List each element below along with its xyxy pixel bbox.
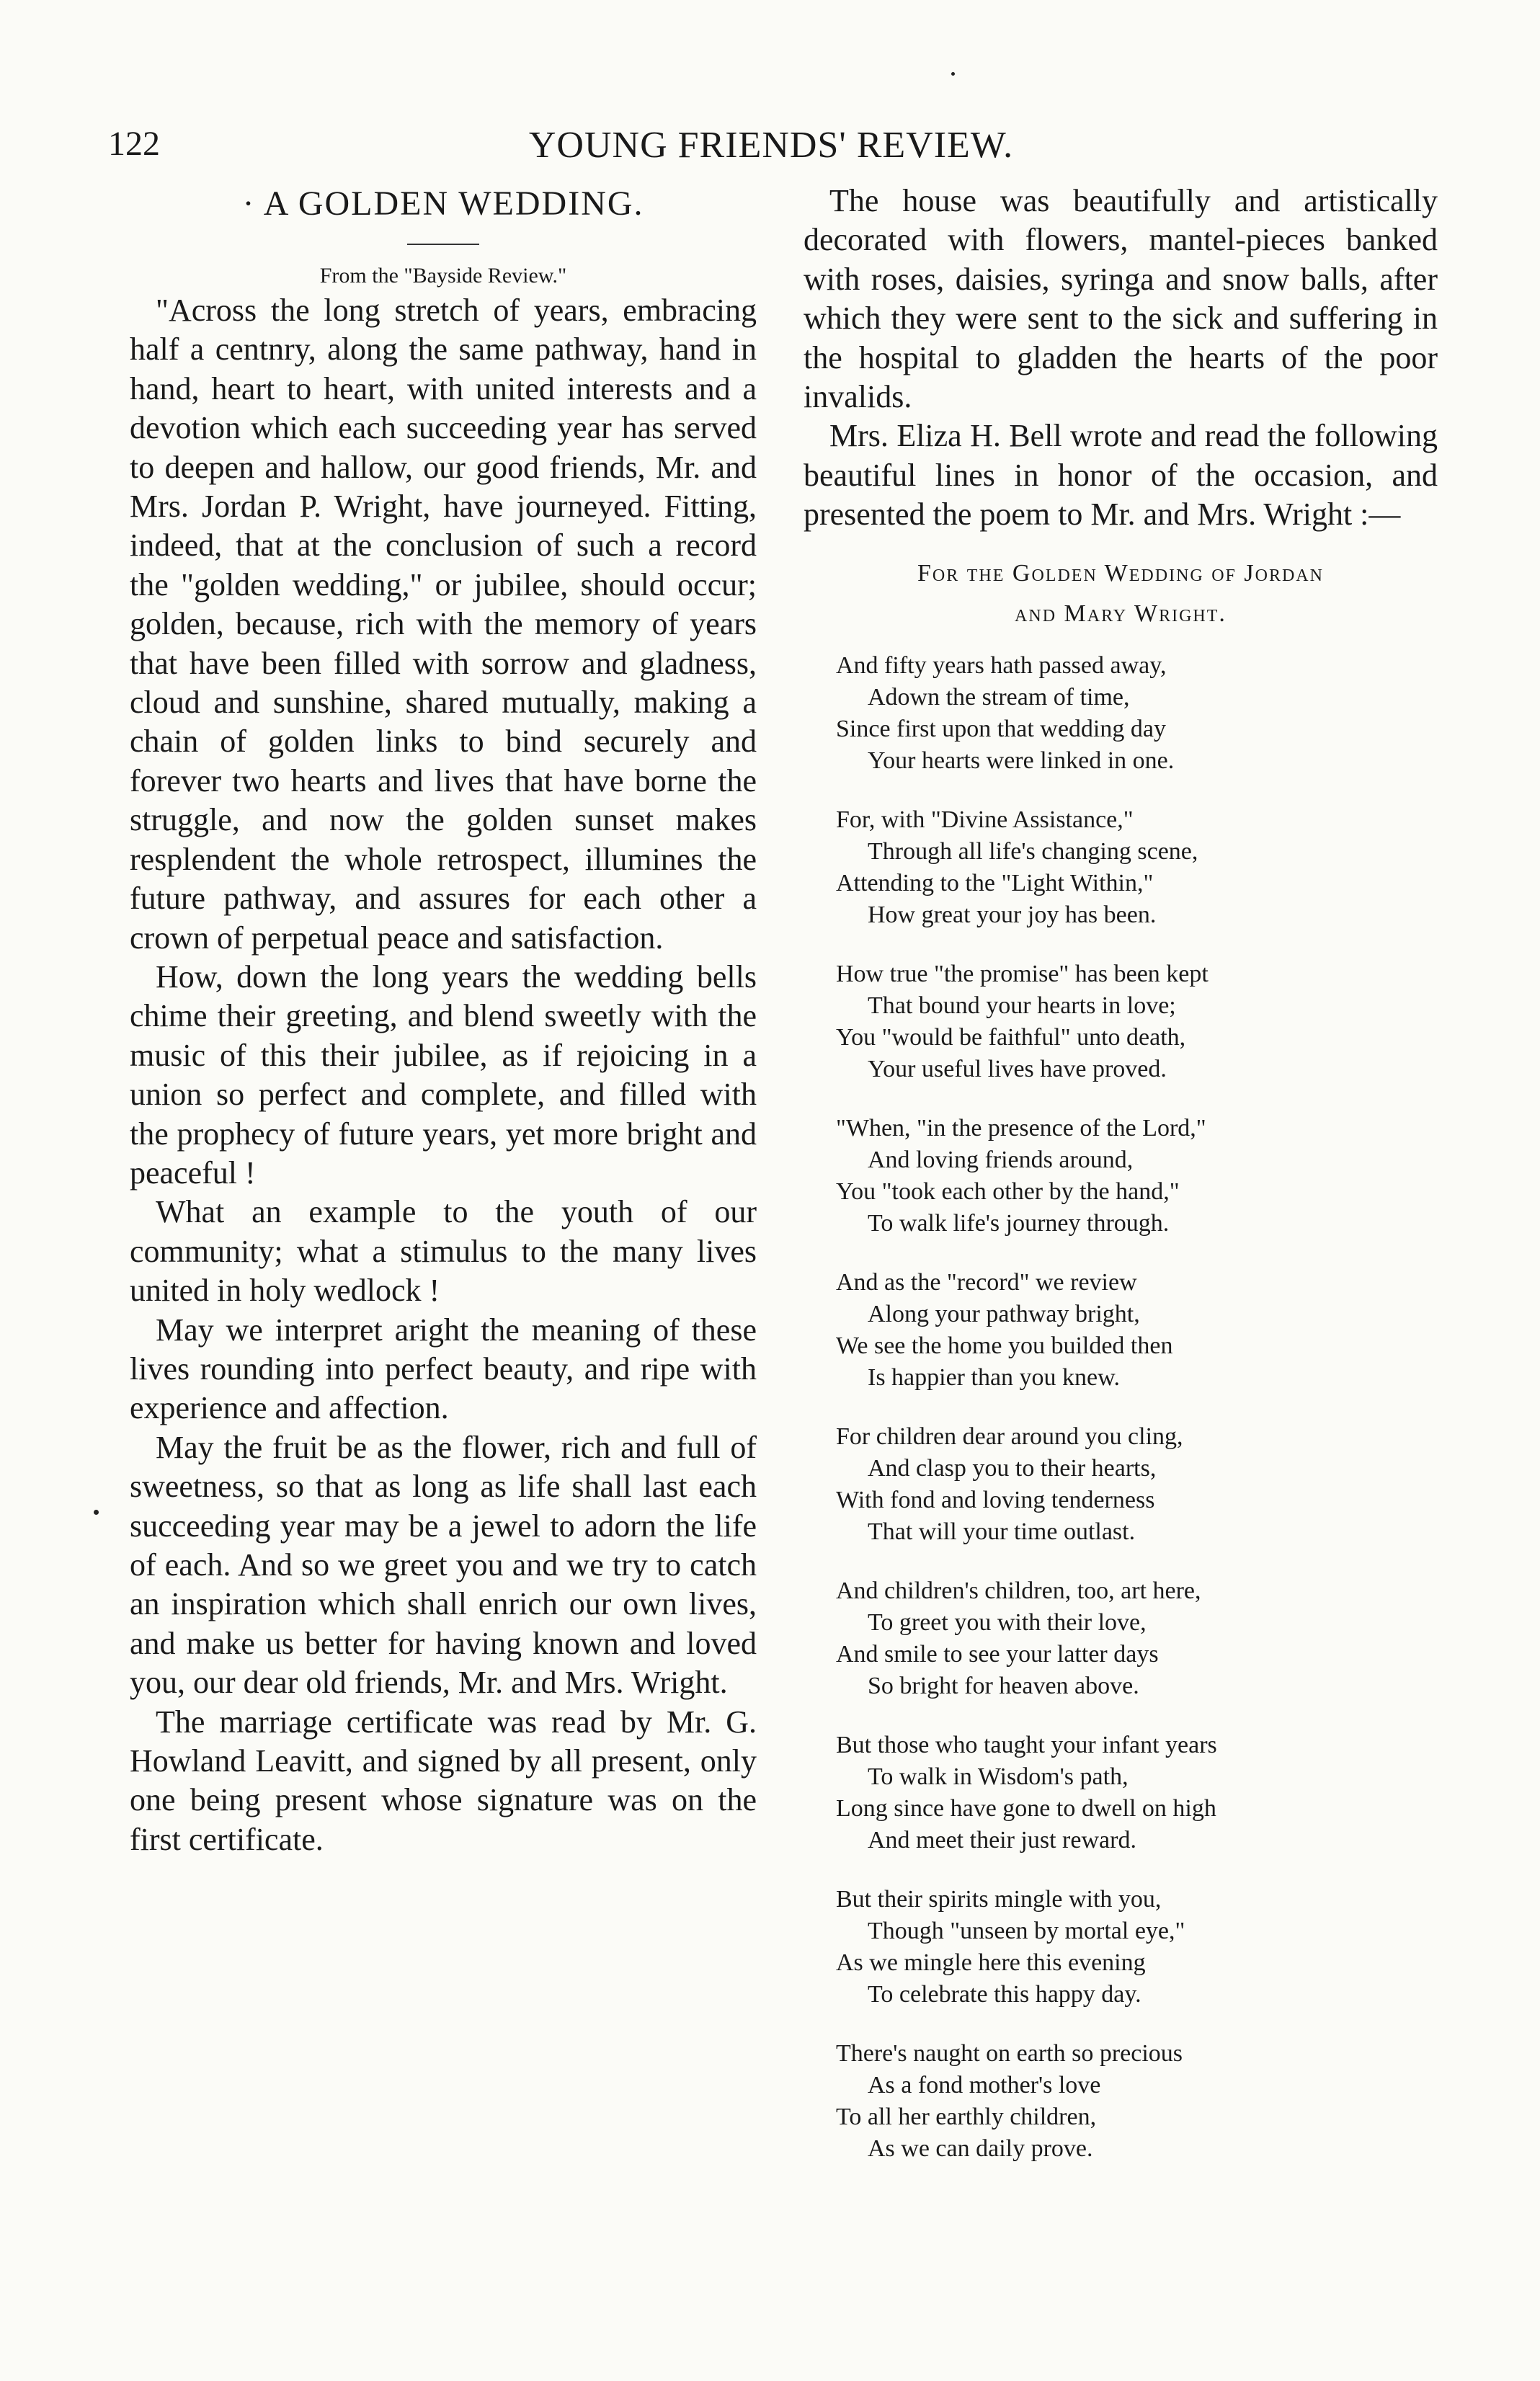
poem-stanza (836, 2038, 1438, 2165)
poem-stanza (836, 1421, 1438, 1548)
poem-line: And fifty years hath passed away, (836, 651, 1167, 679)
article-paragraph: The house was beautifully and artistically decorated with flowers, mantel-pieces banked with roses, daisies, syringa and snow balls, after which they were sent to the sick and suffering in the hospital to gladden the hearts of the poor invalids. (804, 183, 1438, 415)
poem-line: You "would be faithful" unto death, (836, 1023, 1186, 1051)
left-column (130, 182, 757, 1859)
poem-body (804, 650, 1438, 2165)
poem-stanza (836, 650, 1438, 777)
poem-line: Your hearts were linked in one. (868, 747, 1175, 774)
poem-line: To greet you with their love, (868, 1608, 1147, 1636)
poem-line: So bright for heaven above. (868, 1672, 1139, 1699)
poem-line: For, with "Divine Assistance," (836, 806, 1134, 833)
poem-line: To all her earthly children, (836, 2103, 1097, 2130)
scan-speck (951, 72, 955, 76)
poem-line: Adown the stream of time, (868, 683, 1130, 711)
article-paragraph: How, down the long years the wedding bells chime their greeting, and blend sweetly with the music of this their jubilee, as if rejoicing in a union so perfect and complete, and filled with the prophecy of future years, yet more bright and peaceful ! (130, 958, 757, 1190)
poem-line: As we mingle here this evening (836, 1949, 1146, 1976)
poem-line: You "took each other by the hand," (836, 1178, 1180, 1205)
title-rule (407, 244, 479, 245)
poem-line: That will your time outlast. (868, 1518, 1136, 1545)
poem-stanza (836, 958, 1438, 1085)
poem-line: And loving friends around, (868, 1146, 1134, 1173)
article-paragraph: "Across the long stretch of years, embracing half a centnry, along the same pathway, hand in hand, heart to heart, with united interests and a devotion which each succeeding year has served to deepen and hallow, our good friends, Mr. and Mrs. Jordan P. Wright, have journeyed. Fitting, indeed, that at the conclusion of such a record the "golden wedding," or jubilee, should occur; golden, because, rich with the memory of years that have been filled with sorrow and gladness, cloud and sunshine, shared mutually, making a chain of golden links to bind securely and forever two hearts and lives that have borne the struggle, and now the golden sunset makes resplendent the whole retrospect, illumines the future pathway, and assures for each other a crown of perpetual peace and satisfaction. (130, 293, 757, 956)
poem-line: How great your joy has been. (868, 901, 1157, 928)
poem-line: And clasp you to their hearts, (868, 1454, 1157, 1482)
poem-line: As a fond mother's love (868, 2071, 1101, 2099)
poem-line: Though "unseen by mortal eye," (868, 1917, 1185, 1944)
poem-line: Your useful lives have proved. (868, 1055, 1167, 1082)
poem-stanza (836, 1575, 1438, 1702)
poem-line: Long since have gone to dwell on high (836, 1794, 1216, 1822)
poem-line: But their spirits mingle with you, (836, 1885, 1162, 1913)
poem-line: Through all life's changing scene, (868, 837, 1198, 865)
article-source: From the "Bayside Review." (319, 264, 567, 288)
poem-line: And meet their just reward. (868, 1826, 1136, 1853)
article-paragraph: May we interpret aright the meaning of these lives rounding into perfect beauty, and ripe with experience and affection. (130, 1312, 757, 1426)
poem-stanza (836, 1884, 1438, 2011)
poem-line: We see the home you builded then (836, 1332, 1173, 1359)
poem-line: To walk in Wisdom's path, (868, 1763, 1129, 1790)
poem-stanza (836, 804, 1438, 931)
poem-title (804, 553, 1438, 634)
poem-line: As we can daily prove. (868, 2135, 1093, 2162)
poem-line: With fond and loving tenderness (836, 1486, 1155, 1513)
poem-stanza (836, 1113, 1438, 1240)
page-header (108, 124, 1434, 174)
poem-line: Attending to the "Light Within," (836, 869, 1154, 896)
poem-line: For children dear around you cling, (836, 1423, 1183, 1450)
poem-line: Is happier than you knew. (868, 1363, 1120, 1391)
right-column (804, 182, 1438, 2192)
poem-line: But those who taught your infant years (836, 1731, 1217, 1758)
poem-line: To celebrate this happy day. (868, 1980, 1141, 2008)
poem-line: And as the "record" we review (836, 1268, 1137, 1296)
article-paragraph: What an example to the youth of our community; what a stimulus to the many lives united in holy wedlock ! (130, 1194, 757, 1309)
poem-title-line: and Mary Wright. (1015, 600, 1227, 627)
poem-line: And smile to see your latter days (836, 1640, 1159, 1668)
poem-line: And children's children, too, art here, (836, 1577, 1201, 1604)
poem-line: Since first upon that wedding day (836, 715, 1166, 742)
poem-line: To walk life's journey through. (868, 1209, 1170, 1237)
poem-stanza (836, 1730, 1438, 1856)
poem-line: How true "the promise" has been kept (836, 960, 1209, 987)
journal-title: YOUNG FRIENDS' REVIEW. (528, 125, 1014, 166)
poem-title-line: For the Golden Wedding of Jordan (917, 559, 1324, 587)
article-paragraph: May the fruit be as the flower, rich and full of sweetness, so that as long as life shall last each succeeding year may be a jewel to adorn the life of each. And so we greet you and we try to catch an inspiration which shall enrich our own lives, and make us better for having known and loved you, our dear old friends, Mr. and Mrs. Wright. (130, 1429, 757, 1701)
poem-stanza (836, 1267, 1438, 1394)
poem-line: "When, "in the presence of the Lord," (836, 1114, 1206, 1141)
article-title: · A GOLDEN WEDDING. (242, 184, 644, 223)
article-paragraph: The marriage certificate was read by Mr. G. Howland Leavitt, and signed by all present, only one being present whose signature was on the first certificate. (130, 1704, 757, 1857)
poem-line: Along your pathway bright, (868, 1300, 1140, 1327)
poem-line: That bound your hearts in love; (868, 992, 1176, 1019)
page-number: 122 (108, 125, 160, 163)
scan-speck (94, 1510, 99, 1515)
article-paragraph: Mrs. Eliza H. Bell wrote and read the following beautiful lines in honor of the occasion, and presented the poem to Mr. and Mrs. Wright :— (804, 418, 1438, 533)
poem-line: There's naught on earth so precious (836, 2039, 1183, 2067)
